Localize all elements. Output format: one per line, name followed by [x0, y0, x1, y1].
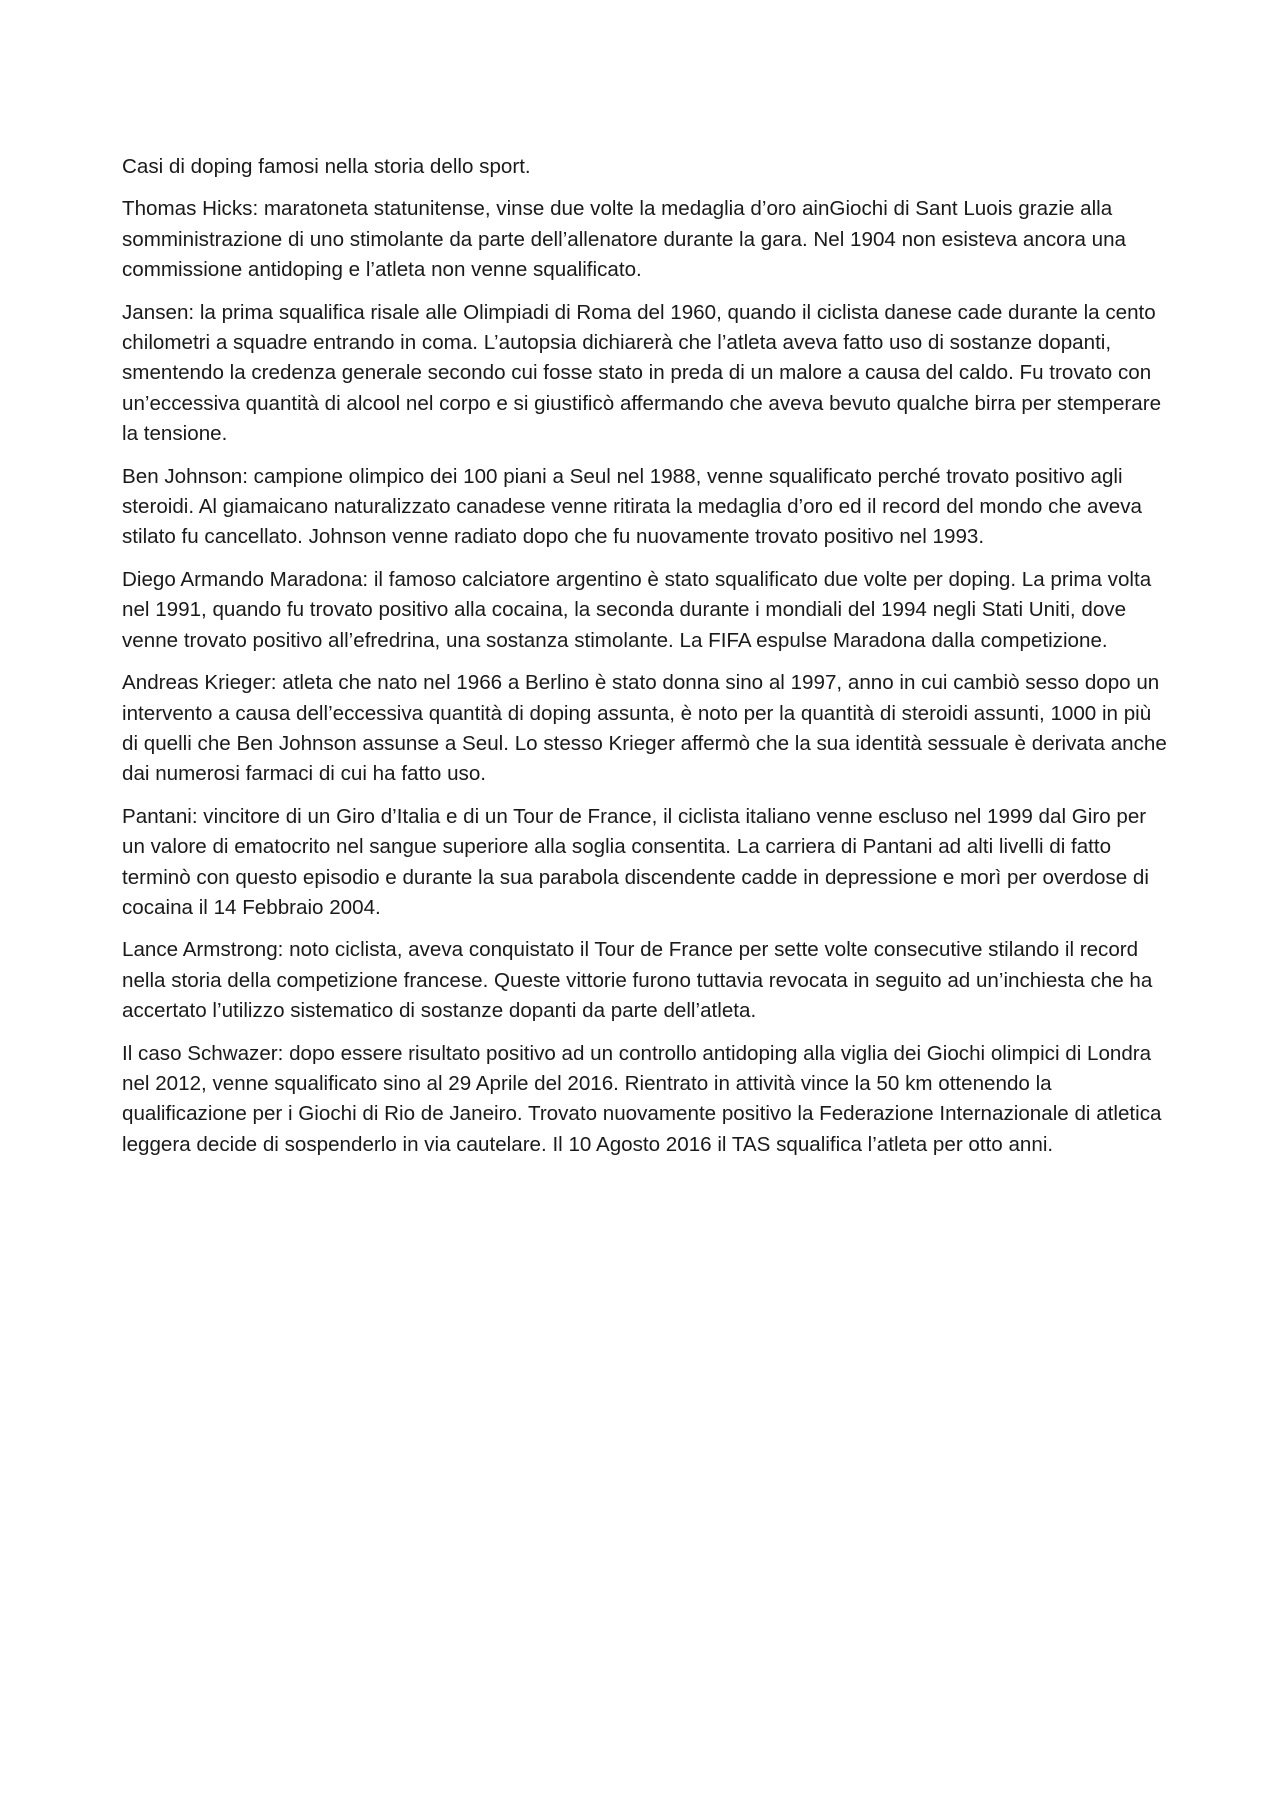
- paragraph-jansen: Jansen: la prima squalifica risale alle Olimpiadi di Roma del 1960, quando il ciclista danese cade durante la cento chilometri a squadre entrando in coma. L’autopsia dichiarerà che l’atleta aveva fatto uso di sostanze dopanti, smentendo la credenza generale secondo cui fosse stato in preda di un malore a causa del caldo. Fu trovato con un’eccessiva quantità di alcool nel corpo e si giustificò affermando che aveva bevuto qualche birra per stemperare la tensione.: [122, 300, 1162, 446]
- paragraph-pantani: Pantani: vincitore di un Giro d’Italia e di un Tour de France, il ciclista italiano venne escluso nel 1999 dal Giro per un valore di ematocrito nel sangue superiore alla soglia consentita. La carriera di Pantani ad alti livelli di fatto terminò con questo episodio e durante la sua parabola discendente cadde in depressione e morì per overdose di cocaina il 14 Febbraio 2004.: [122, 804, 1149, 919]
- paragraph-thomas-hicks: Thomas Hicks: maratoneta statunitense, vinse due volte la medaglia d’oro ainGiochi di Sant Luois grazie alla somministrazione di uno stimolante da parte dell’allenatore durante la gara. Nel 1904 non esisteva ancora una commissione antidoping e l’atleta non venne squalificato.: [122, 197, 1126, 282]
- paragraph-ben-johnson: Ben Johnson: campione olimpico dei 100 piani a Seul nel 1988, venne squalificato perché trovato positivo agli steroidi. Al giamaicano naturalizzato canadese venne ritirata la medaglia d’oro ed il record del mondo che aveva stilato fu cancellato. Johnson venne radiato dopo che fu nuovamente trovato positivo nel 1993.: [122, 464, 1142, 549]
- paragraph-andreas-krieger: Andreas Krieger: atleta che nato nel 1966 a Berlino è stato donna sino al 1997, anno in cui cambiò sesso dopo un intervento a causa dell’eccessiva quantità di doping assunta, è noto per la quantità di steroidi assunti, 1000 in più di quelli che Ben Johnson assunse a Seul. Lo stesso Krieger affermò che la sua identità sessuale è derivata anche dai numerosi farmaci di cui ha fatto uso.: [122, 671, 1167, 786]
- paragraph-maradona: Diego Armando Maradona: il famoso calciatore argentino è stato squalificato due volte per doping. La prima volta nel 1991, quando fu trovato positivo alla cocaina, la seconda durante i mondiali del 1994 negli Stati Uniti, dove venne trovato positivo all’efredrina, una sostanza stimolante. La FIFA espulse Maradona dalla competizione.: [122, 567, 1152, 652]
- paragraph-lance-armstrong: Lance Armstrong: noto ciclista, aveva conquistato il Tour de France per sette volte consecutive stilando il record nella storia della competizione francese. Queste vittorie furono tuttavia revocata in seguito ad un’inchiesta che ha accertato l’utilizzo sistematico di sostanze dopanti da parte dell’atleta.: [122, 938, 1153, 1023]
- document-title: Casi di doping famosi nella storia dello sport.: [122, 155, 531, 178]
- document-body: [122, 152, 1172, 1172]
- paragraph-schwazer: Il caso Schwazer: dopo essere risultato positivo ad un controllo antidoping alla viglia dei Giochi olimpici di Londra nel 2012, venne squalificato sino al 29 Aprile del 2016. Rientrato in attività vince la 50 km ottenendo la qualificazione per i Giochi di Rio de Janeiro. Trovato nuovamente positivo la Federazione Internazionale di atletica leggera decide di sospenderlo in via cautelare. Il 10 Agosto 2016 il TAS squalifica l’atleta per otto anni.: [122, 1041, 1162, 1156]
